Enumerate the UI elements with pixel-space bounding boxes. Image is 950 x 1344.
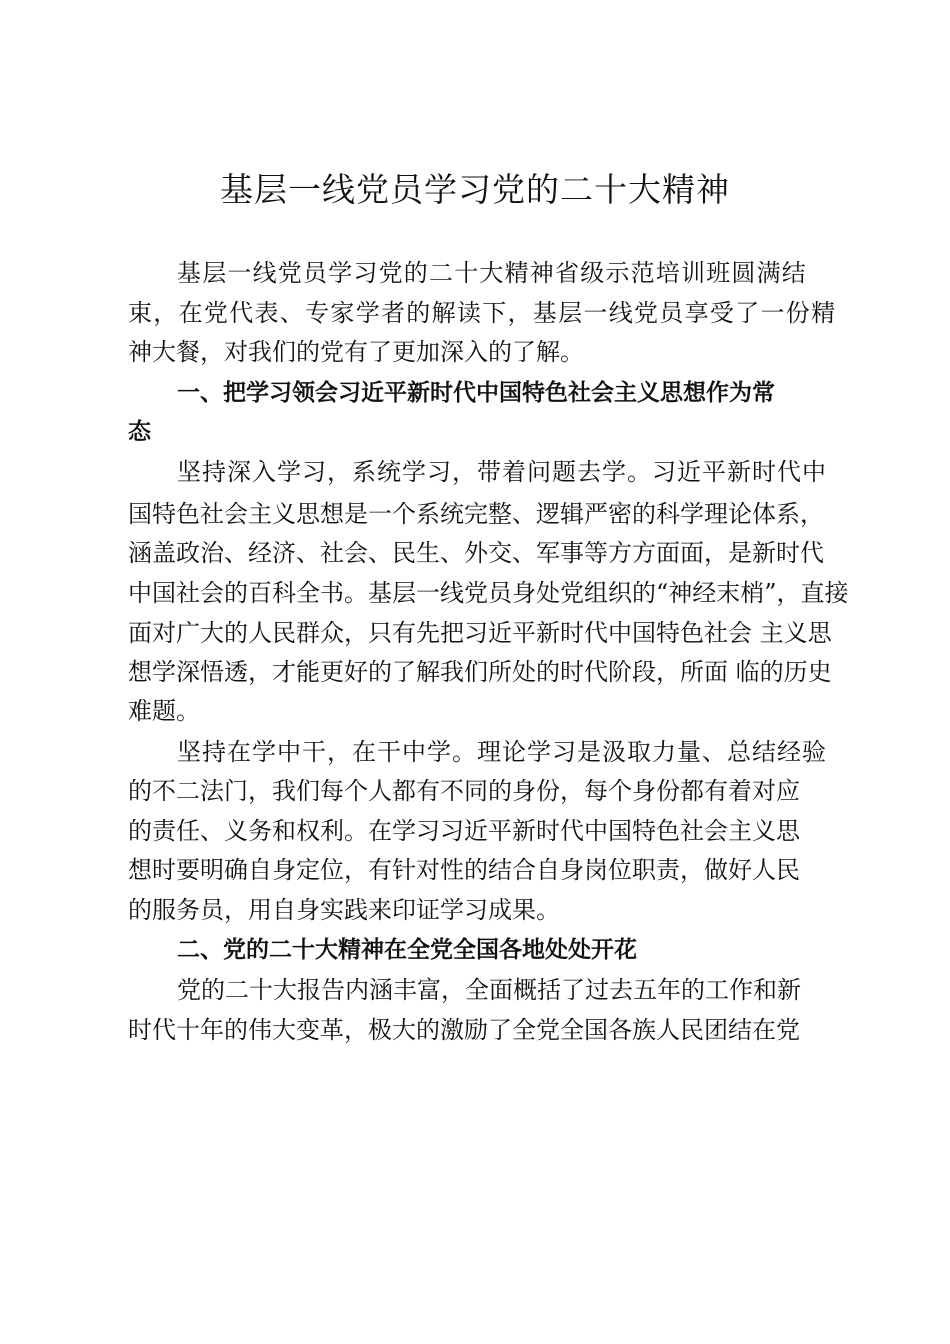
- document-title: 基层一线党员学习党的二十大精神: [220, 170, 730, 209]
- paragraph-line: 党的二十大报告内涵丰富，全面概括了过去五年的工作和新: [177, 976, 801, 1004]
- paragraph-line: 中国社会的百科全书。基层一线党员身处党组织的“神经末梢”，直接: [128, 579, 849, 607]
- paragraph-line: 国特色社会主义思想是一个系统完整、逻辑严密的科学理论体系，: [128, 500, 824, 528]
- paragraph-line: 神大餐，对我们的党有了更加深入的了解。: [128, 338, 584, 366]
- section-heading: 一、把学习领会习近平新时代中国特色社会主义思想作为常: [177, 380, 775, 406]
- paragraph-line: 束，在党代表、专家学者的解读下，基层一线党员享受了一份精: [128, 299, 837, 327]
- section-heading: 态: [128, 419, 151, 445]
- paragraph-line: 难题。: [128, 697, 200, 725]
- paragraph-line: 想时要明确自身定位，有针对性的结合自身岗位职责，做好人民: [128, 856, 800, 884]
- paragraph-line: 的不二法门，我们每个人都有不同的身份，每个身份都有着对应: [128, 777, 800, 805]
- paragraph-line: 的责任、义务和权利。在学习习近平新时代中国特色社会主义思: [128, 817, 800, 845]
- paragraph-line: 涵盖政治、经济、社会、民生、外交、军事等方方面面，是新时代: [128, 539, 824, 567]
- paragraph-line: 坚持在学中干，在干中学。理论学习是汲取力量、总结经验: [177, 738, 827, 766]
- paragraph-line: 的服务员，用自身实践来印证学习成果。: [128, 896, 560, 924]
- paragraph-line: 想学深悟透，才能更好的了解我们所处的时代阶段，所面 临的历史: [128, 658, 832, 686]
- paragraph-line: 时代十年的伟大变革，极大的激励了全党全国各族人民团结在党: [128, 1016, 800, 1044]
- paragraph-line: 坚持深入学习，系统学习，带着问题去学。习近平新时代中: [177, 458, 827, 486]
- paragraph-line: 面对广大的人民群众，只有先把习近平新时代中国特色社会 主义思: [128, 619, 832, 647]
- paragraph-line: 基层一线党员学习党的二十大精神省级示范培训班圆满结: [177, 259, 807, 287]
- section-heading: 二、党的二十大精神在全党全国各地处处开花: [177, 937, 637, 963]
